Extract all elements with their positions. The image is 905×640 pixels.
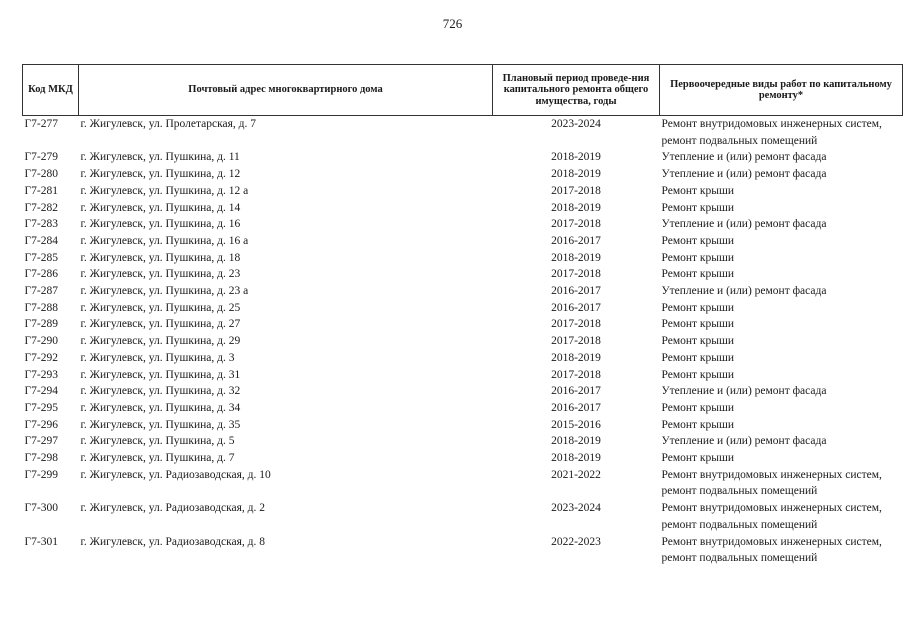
- cell-address: г. Жигулевск, ул. Пушкина, д. 34: [80, 401, 241, 414]
- cell-period: 2017-2018: [551, 218, 601, 231]
- table-row: [23, 383, 903, 400]
- cell-period: 2023-2024: [551, 502, 601, 515]
- cell-works: Ремонт внутридомовых инженерных систем, ремонт подвальных помещений: [661, 502, 882, 531]
- cell-address: г. Жигулевск, ул. Пушкина, д. 23: [80, 268, 241, 281]
- cell-period: 2016-2017: [551, 401, 601, 414]
- cell-works: Ремонт крыши: [661, 351, 735, 364]
- cell-period: 2018-2019: [551, 201, 601, 214]
- cell-code: Г7-284: [24, 234, 58, 247]
- table-row: [23, 316, 903, 333]
- cell-code: Г7-282: [24, 201, 58, 214]
- cell-works: Ремонт крыши: [661, 401, 735, 414]
- cell-works: Утепление и (или) ремонт фасада: [661, 218, 827, 231]
- cell-code: Г7-283: [24, 218, 58, 231]
- table-row: [23, 300, 903, 317]
- cell-address: г. Жигулевск, ул. Пушкина, д. 27: [80, 318, 241, 331]
- cell-works: Утепление и (или) ремонт фасада: [661, 168, 827, 181]
- cell-code: Г7-299: [24, 468, 58, 481]
- cell-works: Ремонт крыши: [661, 184, 735, 197]
- cell-period: 2017-2018: [551, 368, 601, 381]
- cell-address: г. Жигулевск, ул. Пушкина, д. 35: [80, 418, 241, 431]
- table-row: [23, 216, 903, 233]
- cell-works: Ремонт крыши: [661, 335, 735, 348]
- cell-code: Г7-285: [24, 251, 58, 264]
- cell-period: 2016-2017: [551, 301, 601, 314]
- table-row: [23, 200, 903, 217]
- cell-works: Утепление и (или) ремонт фасада: [661, 385, 827, 398]
- cell-code: Г7-290: [24, 335, 58, 348]
- cell-code: Г7-294: [24, 385, 58, 398]
- table-row: [23, 500, 903, 533]
- cell-code: Г7-297: [24, 435, 58, 448]
- cell-address: г. Жигулевск, ул. Пушкина, д. 3: [80, 351, 235, 364]
- cell-code: Г7-293: [24, 368, 58, 381]
- cell-address: г. Жигулевск, ул. Пушкина, д. 12: [80, 168, 241, 181]
- table-row: [23, 333, 903, 350]
- cell-code: Г7-280: [24, 168, 58, 181]
- header-row: [23, 65, 903, 116]
- header-address: Почтовый адрес многоквартирного дома: [79, 65, 493, 116]
- table-row: [23, 433, 903, 450]
- table-row: [23, 467, 903, 500]
- cell-period: 2016-2017: [551, 385, 601, 398]
- cell-code: Г7-288: [24, 301, 58, 314]
- cell-address: г. Жигулевск, ул. Пушкина, д. 11: [80, 151, 240, 164]
- table-row: [23, 116, 903, 150]
- table-row: [23, 183, 903, 200]
- cell-code: Г7-296: [24, 418, 58, 431]
- cell-works: Утепление и (или) ремонт фасада: [661, 435, 827, 448]
- cell-period: 2017-2018: [551, 268, 601, 281]
- cell-period: 2016-2017: [551, 285, 601, 298]
- cell-address: г. Жигулевск, ул. Пушкина, д. 23 а: [80, 285, 249, 298]
- cell-works: Ремонт крыши: [661, 268, 735, 281]
- cell-works: Ремонт крыши: [661, 301, 735, 314]
- cell-code: Г7-277: [24, 118, 58, 130]
- capital-repair-table: [22, 64, 903, 567]
- table-row: [23, 149, 903, 166]
- table-row: [23, 367, 903, 384]
- table-row: [23, 283, 903, 300]
- cell-address: г. Жигулевск, ул. Пушкина, д. 14: [80, 201, 241, 214]
- cell-address: г. Жигулевск, ул. Пролетарская, д. 7: [80, 118, 256, 130]
- table-header: [23, 65, 903, 116]
- cell-period: 2017-2018: [551, 318, 601, 331]
- cell-period: 2023-2024: [551, 118, 601, 130]
- cell-code: Г7-286: [24, 268, 58, 281]
- cell-period: 2017-2018: [551, 184, 601, 197]
- cell-works: Утепление и (или) ремонт фасада: [661, 285, 827, 298]
- table-row: [23, 417, 903, 434]
- table-body: [23, 116, 903, 567]
- table-row: [23, 266, 903, 283]
- cell-address: г. Жигулевск, ул. Пушкина, д. 5: [80, 435, 235, 448]
- cell-works: Ремонт внутридомовых инженерных систем, ремонт подвальных помещений: [661, 468, 882, 498]
- cell-works: Ремонт крыши: [661, 234, 735, 247]
- cell-code: Г7-301: [24, 535, 58, 548]
- cell-period: 2018-2019: [551, 168, 601, 181]
- cell-works: Ремонт крыши: [661, 318, 735, 331]
- cell-works: Ремонт крыши: [661, 418, 735, 431]
- cell-address: г. Жигулевск, ул. Пушкина, д. 29: [80, 335, 241, 348]
- cell-address: г. Жигулевск, ул. Пушкина, д. 18: [80, 251, 241, 264]
- cell-address: г. Жигулевск, ул. Пушкина, д. 16 а: [80, 234, 249, 247]
- cell-period: 2018-2019: [551, 251, 601, 264]
- cell-code: Г7-300: [24, 502, 58, 515]
- cell-code: Г7-289: [24, 318, 58, 331]
- cell-period: 2018-2019: [551, 351, 601, 364]
- table-row: [23, 350, 903, 367]
- header-code: Код МКД: [23, 65, 79, 116]
- table-row: [23, 450, 903, 467]
- cell-address: г. Жигулевск, ул. Пушкина, д. 31: [80, 368, 241, 381]
- cell-period: 2017-2018: [551, 335, 601, 348]
- table-row: [23, 250, 903, 267]
- cell-address: г. Жигулевск, ул. Пушкина, д. 12 а: [80, 184, 249, 197]
- table-row: [23, 400, 903, 417]
- cell-works: Ремонт крыши: [661, 251, 735, 264]
- cell-code: Г7-298: [24, 452, 58, 465]
- cell-works: Ремонт внутридомовых инженерных систем, ремонт подвальных помещений: [661, 118, 882, 147]
- header-period: Плановый период проведе-ния капитального ремонта общего имущества, годы: [493, 65, 660, 116]
- cell-code: Г7-295: [24, 401, 58, 414]
- cell-code: Г7-292: [24, 351, 58, 364]
- cell-code: Г7-281: [24, 184, 58, 197]
- table-row: [23, 166, 903, 183]
- cell-address: г. Жигулевск, ул. Радиозаводская, д. 2: [80, 502, 266, 515]
- page-number: 726: [442, 16, 463, 31]
- cell-code: Г7-279: [24, 151, 58, 164]
- table-row: [23, 233, 903, 250]
- cell-works: Ремонт крыши: [661, 368, 735, 381]
- table-row: [23, 534, 903, 567]
- cell-address: г. Жигулевск, ул. Радиозаводская, д. 10: [80, 468, 271, 481]
- cell-works: Ремонт крыши: [661, 201, 735, 214]
- cell-period: 2015-2016: [551, 418, 601, 431]
- cell-works: Ремонт внутридомовых инженерных систем, ремонт подвальных помещений: [661, 535, 882, 565]
- cell-period: 2018-2019: [551, 435, 601, 448]
- cell-address: г. Жигулевск, ул. Пушкина, д. 16: [80, 218, 241, 231]
- cell-address: г. Жигулевск, ул. Пушкина, д. 7: [80, 452, 235, 465]
- cell-works: Утепление и (или) ремонт фасада: [661, 151, 827, 164]
- cell-address: г. Жигулевск, ул. Радиозаводская, д. 8: [80, 535, 266, 548]
- cell-period: 2021-2022: [551, 468, 601, 481]
- cell-works: Ремонт крыши: [661, 452, 735, 465]
- cell-period: 2022-2023: [551, 535, 601, 548]
- cell-address: г. Жигулевск, ул. Пушкина, д. 32: [80, 385, 241, 398]
- cell-period: 2016-2017: [551, 234, 601, 247]
- cell-code: Г7-287: [24, 285, 58, 298]
- cell-address: г. Жигулевск, ул. Пушкина, д. 25: [80, 301, 241, 314]
- cell-period: 2018-2019: [551, 452, 601, 465]
- cell-period: 2018-2019: [551, 151, 601, 164]
- header-works: Первоочередные виды работ по капитальному ремонту*: [660, 65, 903, 116]
